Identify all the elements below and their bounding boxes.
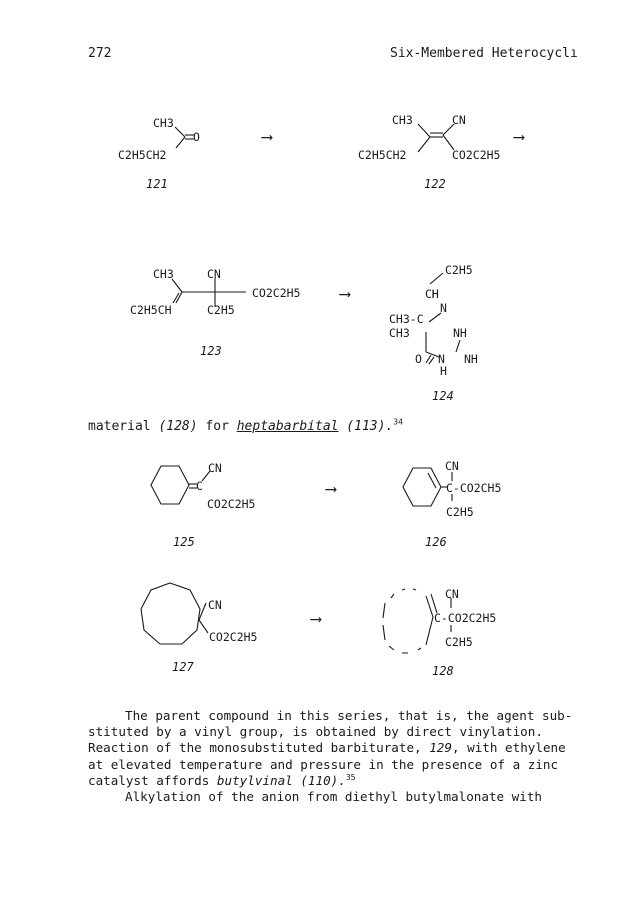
arrow-127-128: ⟶ xyxy=(311,609,321,628)
c121-label: 121 xyxy=(146,177,168,191)
c126-cn: CN xyxy=(445,459,459,473)
bonds-126 xyxy=(403,468,452,506)
c126-c2h5: C2H5 xyxy=(446,505,474,519)
c123-label: 123 xyxy=(200,344,222,358)
running-title: Six-Membered Heterocyclı xyxy=(390,46,578,61)
c124-ch3: CH3 xyxy=(389,326,410,340)
c125-c: C xyxy=(196,479,203,493)
bonds-127 xyxy=(141,583,208,644)
para1-line1: The parent compound in this series, that is, the agent sub- xyxy=(125,708,573,723)
c123-ch3: CH3 xyxy=(153,267,174,281)
c124-oxygen: O xyxy=(415,352,422,366)
c123-c2h5: C2H5 xyxy=(207,303,235,317)
c124-nh-upper: NH xyxy=(453,326,467,340)
bonds-122 xyxy=(418,124,454,152)
arrow-123-124: ⟶ xyxy=(340,284,350,303)
paragraph-vinylation xyxy=(88,708,588,805)
bonds-121 xyxy=(175,127,194,148)
c128-c2h5: C2H5 xyxy=(445,635,473,649)
c127-label: 127 xyxy=(172,660,194,674)
c124-ch: CH xyxy=(425,287,439,301)
c125-label: 125 xyxy=(173,535,195,549)
c124-label: 124 xyxy=(432,389,454,403)
para1-line4: at elevated temperature and pressure in the presence of a zinc xyxy=(88,756,559,772)
c122-cn: CN xyxy=(452,113,466,127)
c122-ch3: CH3 xyxy=(392,113,413,127)
para2-line1: Alkylation of the anion from diethyl butylmalonate with xyxy=(125,789,543,805)
c123-c2h5ch: C2H5CH xyxy=(130,303,172,317)
c124-nh-lower: NH xyxy=(464,352,478,366)
c126-label: 126 xyxy=(425,535,447,549)
para1-line2: stituted by a vinyl group, is obtained by direct vinylation. xyxy=(88,724,543,740)
c124-n-ring: N xyxy=(440,301,447,315)
c127-cn: CN xyxy=(208,598,222,612)
para1-line3: Reaction of the monosubstituted barbiturate, 129, with ethylene xyxy=(88,740,566,756)
c127-co2c2h5: CO2C2H5 xyxy=(209,630,258,644)
c124-h: H xyxy=(440,364,447,378)
c121-ch3: CH3 xyxy=(153,116,174,130)
c128-label: 128 xyxy=(432,664,454,678)
c122-label: 122 xyxy=(424,177,446,191)
text-line-material: material (128) for heptabarbital (113).$^{34}$ xyxy=(88,417,403,434)
c125-co2c2h5: CO2C2H5 xyxy=(207,497,256,511)
c121-oxygen: O xyxy=(193,130,200,144)
c128-cn: CN xyxy=(445,587,459,601)
arrow-125-126: ⟶ xyxy=(326,479,336,498)
c124-n: N xyxy=(438,352,445,366)
para1-line5: catalyst affords butylvinal (110).$^{35}$ xyxy=(88,772,356,788)
c122-co2c2h5: CO2C2H5 xyxy=(452,148,501,162)
arrow-122-123: ⟶ xyxy=(514,127,524,146)
c128-c-co2: C-CO2C2H5 xyxy=(434,611,497,625)
page-number: 272 xyxy=(88,46,112,61)
c121-c2h5ch2: C2H5CH2 xyxy=(118,148,167,162)
c124-ch3c: CH3-C xyxy=(389,312,424,326)
c123-cn: CN xyxy=(207,267,221,281)
c123-co2c2h5: CO2C2H5 xyxy=(252,286,301,300)
c126-c-co2: C-CO2CH5 xyxy=(446,481,502,495)
c124-c2h5: C2H5 xyxy=(445,263,473,277)
c125-cn: CN xyxy=(208,461,222,475)
c122-c2h5ch2: C2H5CH2 xyxy=(358,148,407,162)
arrow-121-122: ⟶ xyxy=(262,127,272,146)
